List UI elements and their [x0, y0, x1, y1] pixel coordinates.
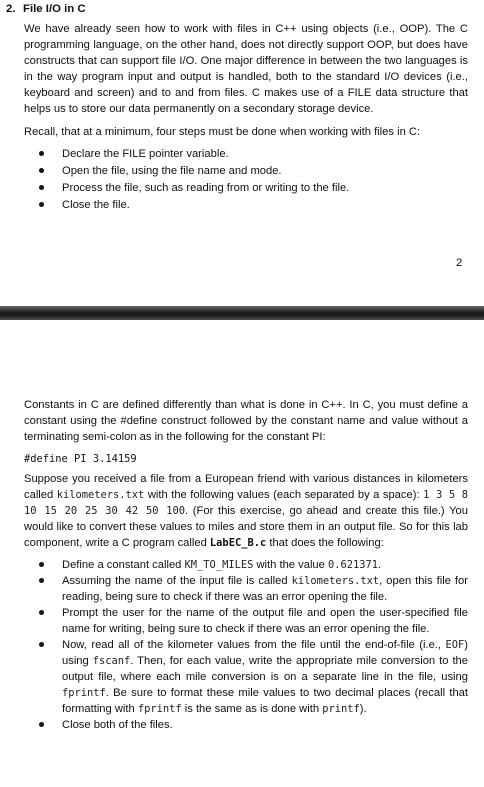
- inline-code: fprintf: [137, 703, 182, 715]
- list-item: [24, 717, 468, 733]
- text-run: Close both of the files.: [62, 719, 173, 731]
- text-run: ) using: [62, 639, 468, 667]
- document-page-1: [0, 0, 484, 306]
- bullet-icon: [39, 185, 44, 190]
- text-run: . (For this exercise, go ahead and create this file.) You would like to convert these values to miles and store them in an output file. So for this lab component, write a C program called: [24, 505, 468, 549]
- inline-code: KM_TO_MILES: [184, 559, 254, 571]
- bullet-icon: [39, 722, 44, 727]
- text-run: , open this file for reading, being sure to check if there was an error opening the file.: [62, 575, 468, 603]
- text-run: Now, read all of the kilometer values from the file until the end-of-file (i.e.,: [62, 639, 446, 651]
- inline-code: fprintf: [62, 687, 106, 699]
- text-run: . Then, for each value, write the appropriate mile conversion to the output file, where each mile conversion is on a separate line in the file, using: [62, 655, 468, 683]
- text-run: Prompt the user for the name of the output file and open the user-specified file name for writing, being sure to check if there was an error opening the file.: [62, 607, 468, 635]
- page-2-body: [24, 397, 468, 733]
- bullet-icon: [39, 562, 44, 567]
- inline-code: fscanf: [92, 655, 131, 667]
- bullet-icon: [39, 642, 44, 647]
- page-1-body: [24, 21, 468, 214]
- list-item-text: Close the file.: [62, 199, 130, 211]
- bullet-icon: [39, 168, 44, 173]
- inline-code: 1 3 5 8 10 15 20 25 30 42 50 100: [24, 489, 469, 517]
- list-item-text: Open the file, using the file name and mode.: [62, 165, 282, 177]
- task-paragraph: [24, 471, 468, 551]
- list-item: [24, 197, 468, 213]
- inline-code: EOF: [445, 639, 465, 651]
- list-item: [24, 573, 468, 605]
- requirements-list: [24, 557, 468, 733]
- list-item: [24, 637, 468, 717]
- list-item: [24, 180, 468, 196]
- list-item: [24, 146, 468, 162]
- section-title: File I/O in C: [23, 3, 86, 15]
- section-number: 2.: [6, 3, 16, 15]
- text-run: . Be sure to format these mile values to two decimal places (recall that formatting with: [62, 687, 468, 715]
- list-item: [24, 557, 468, 573]
- inline-code: kilometers.txt: [56, 489, 145, 501]
- steps-list: [24, 146, 468, 213]
- code-define-pi: #define PI 3.14159: [24, 453, 137, 465]
- text-run: is the same as is done with: [181, 703, 323, 715]
- text-run: ).: [359, 703, 367, 715]
- list-item-text: Declare the FILE pointer variable.: [62, 148, 229, 160]
- page-divider: [0, 306, 484, 320]
- list-item: [24, 163, 468, 179]
- section-heading: [6, 3, 86, 15]
- document-page-2: [0, 320, 484, 787]
- text-run: Suppose you received a file from a European friend with various distances in kilometers called: [24, 473, 468, 501]
- list-item-text: Process the file, such as reading from or writing to the file.: [62, 182, 350, 194]
- bullet-icon: [39, 578, 44, 583]
- text-run: with the value: [253, 559, 328, 571]
- text-run: Assuming the name of the input file is called: [62, 575, 292, 587]
- steps-intro-paragraph: Recall, that at a minimum, four steps must be done when working with files in C:: [24, 126, 421, 138]
- text-run: that does the following:: [266, 537, 384, 549]
- inline-code: kilometers.txt: [291, 575, 380, 587]
- constants-paragraph: Constants in C are defined differently than what is done in C++. In C, you must define a constant using the #define construct followed by the constant name and value without a terminating semi-colon as in the following for the constant PI:: [24, 399, 468, 443]
- bullet-icon: [39, 610, 44, 615]
- text-run: with the following values (each separated by a space):: [144, 489, 424, 501]
- inline-code: printf: [322, 703, 360, 715]
- inline-code: 0.621371: [328, 559, 379, 571]
- bullet-icon: [39, 202, 44, 207]
- text-run: Define a constant called: [62, 559, 185, 571]
- page-number: 2: [456, 257, 463, 269]
- list-item: [24, 605, 468, 637]
- bullet-icon: [39, 151, 44, 156]
- intro-paragraph: We have already seen how to work with files in C++ using objects (i.e., OOP). The C programming language, on the other hand, does not directly support OOP, but does have constructs that can support file I/O. One major difference in between the two languages is in the way program input and output is handled, both to the standard I/O devices (i.e., keyboard and screen) and to and from files. C makes use of a FILE data structure that helps us to store our data permanently on a secondary storage device.: [24, 23, 468, 115]
- text-run: .: [378, 559, 382, 571]
- inline-code-bold: LabEC_B.c: [209, 537, 267, 549]
